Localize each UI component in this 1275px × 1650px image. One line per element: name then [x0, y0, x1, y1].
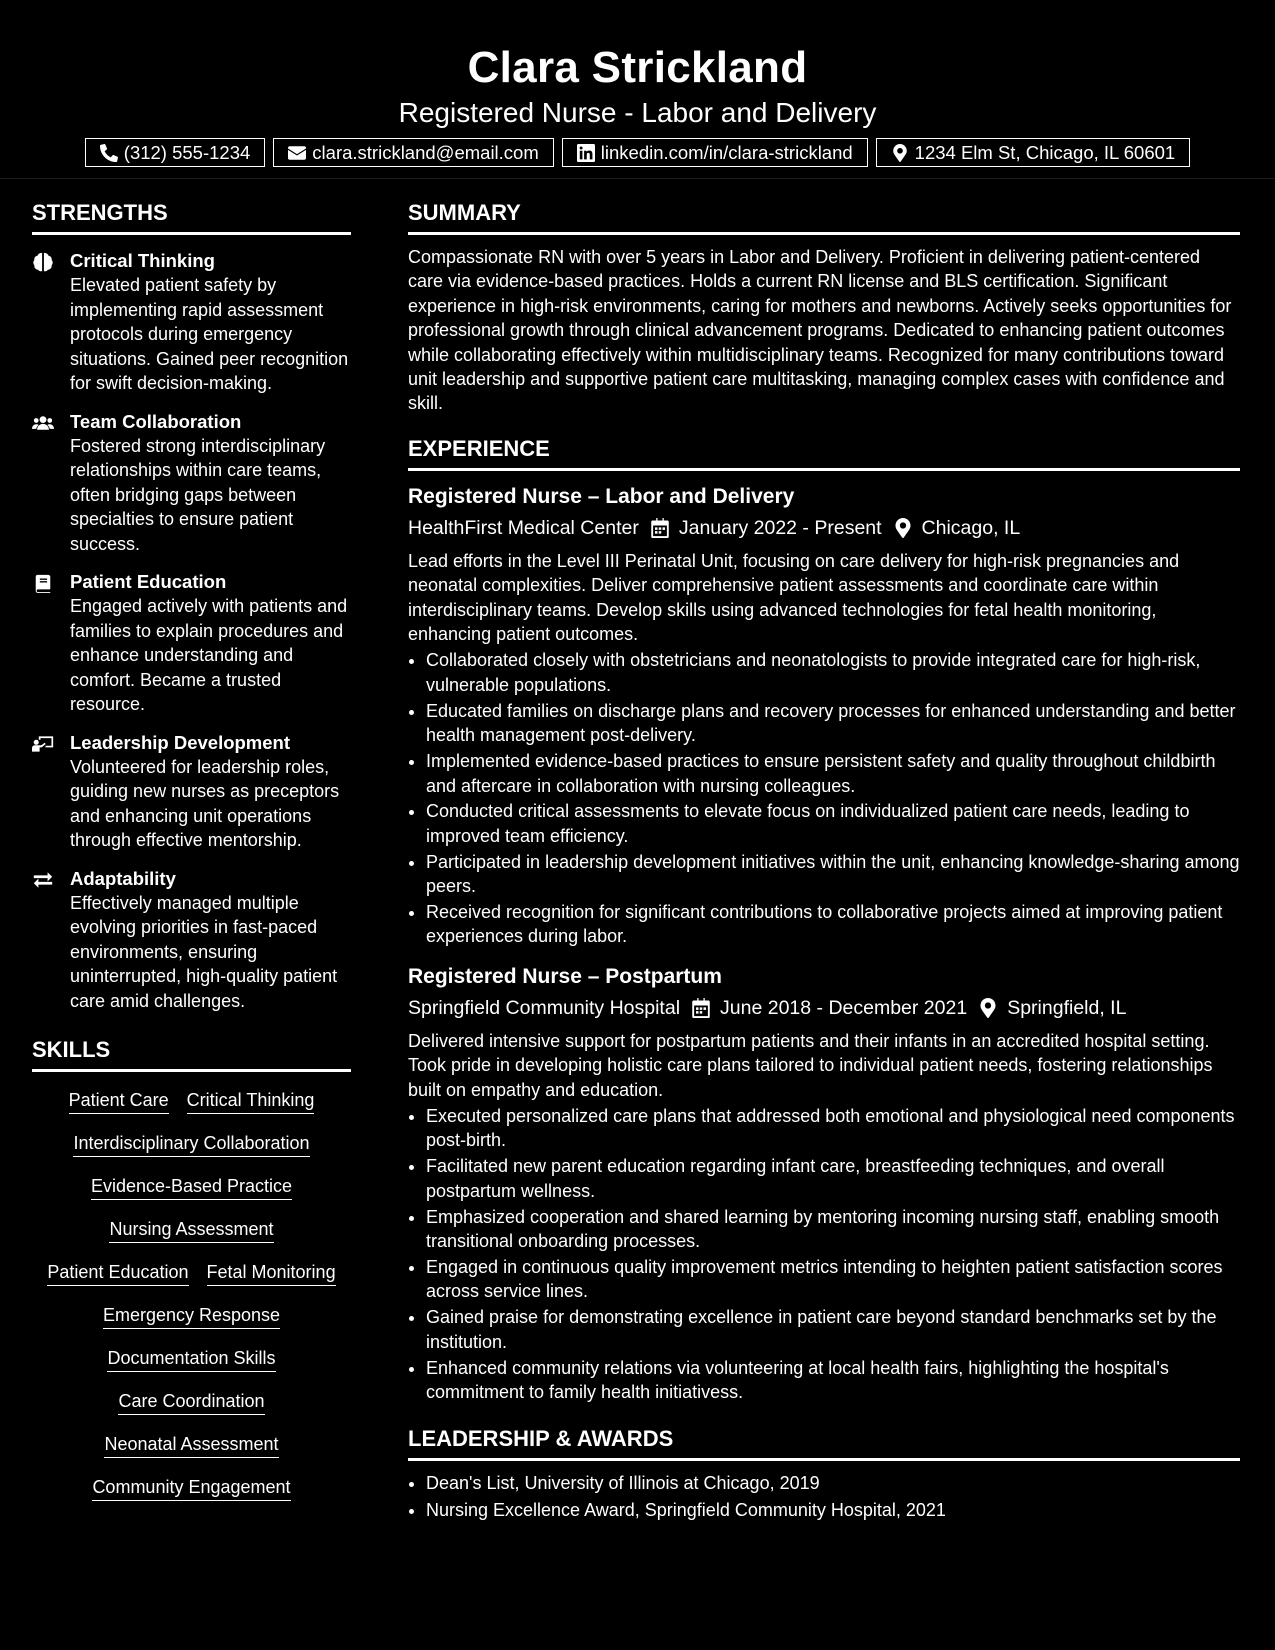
contact-linkedin[interactable] — [562, 138, 868, 167]
skill-tag: Nursing Assessment — [109, 1217, 273, 1243]
job-bullet: • Conducted critical assessments to elevate focus on individualized patient care needs, leading to improved team efficiency. — [426, 799, 1240, 848]
contact-bar — [0, 138, 1275, 167]
skill-tag: Documentation Skills — [107, 1346, 275, 1372]
skill-tag: Care Coordination — [118, 1389, 264, 1415]
contact-address-text: 1234 Elm St, Chicago, IL 60601 — [914, 141, 1176, 163]
job-bullet: • Engaged in continuous quality improvement metrics intending to heighten patient satisfaction scores across service lines. — [426, 1255, 1240, 1304]
phone-icon — [100, 144, 118, 162]
job-entry — [408, 483, 1240, 949]
candidate-name: Clara Strickland — [467, 43, 808, 92]
job-bullet: • Implemented evidence-based practices to ensure persistent safety and quality throughout childbirth and aftercare in collaboration with nursing colleagues. — [426, 749, 1240, 798]
linkedin-icon — [577, 144, 595, 162]
job-entry — [408, 963, 1240, 1405]
skills-list — [32, 1088, 351, 1501]
job-meta — [408, 513, 1240, 543]
strength-description: Engaged actively with patients and families to explain procedures and enhance understanding and comfort. Became a trusted resource. — [70, 596, 348, 714]
strength-item — [32, 570, 351, 717]
job-bullet: • Received recognition for significant contributions to collaborative projects aimed at improving patient experiences during labor. — [426, 900, 1240, 949]
strength-name: Adaptability — [70, 867, 176, 889]
job-dates: January 2022 - Present — [678, 516, 882, 539]
exchange-arrows-icon — [32, 870, 54, 890]
map-marker-icon — [979, 998, 997, 1018]
skill-tag: Fetal Monitoring — [207, 1260, 336, 1286]
calendar-icon — [692, 998, 710, 1018]
users-icon — [32, 413, 54, 433]
award-item: • Nursing Excellence Award, Springfield Community Hospital, 2021 — [426, 1498, 1240, 1522]
job-description: Delivered intensive support for postpartum patients and their infants in an accredited hospital setting. Took pride in developing holistic care plans tailored to individual patient needs, fostering relationships built on empathy and education. — [408, 1030, 1213, 1100]
job-bullet: • Participated in leadership development initiatives within the unit, enhancing knowledge-sharing among peers. — [426, 850, 1240, 899]
strength-name: Leadership Development — [70, 731, 291, 753]
award-item: • Dean's List, University of Illinois at Chicago, 2019 — [426, 1471, 1240, 1495]
job-company: HealthFirst Medical Center — [408, 516, 639, 539]
strength-name: Patient Education — [70, 571, 227, 592]
left-column — [32, 198, 351, 1501]
contact-linkedin-text: linkedin.com/in/clara-strickland — [600, 141, 853, 163]
summary-heading: SUMMARY — [408, 200, 521, 225]
experience-heading: EXPERIENCE — [408, 435, 550, 461]
contact-address[interactable] — [876, 138, 1191, 167]
job-bullet: • Enhanced community relations via volunteering at local health fairs, highlighting the hospital's commitment to family health initiativess. — [426, 1356, 1240, 1405]
section-divider — [32, 1069, 351, 1072]
contact-phone-text: (312) 555-1234 — [123, 141, 251, 163]
candidate-title: Registered Nurse - Labor and Delivery — [398, 97, 877, 128]
summary-text: Compassionate RN with over 5 years in Labor and Delivery. Proficient in delivering patient-centered care via evidence-based practices. Holds a current RN license and BLS certification. Significant experience in high-risk environments, caring for mothers and newborns. Actively seeks opportunities for professional growth through clinical advancement programs. Dedicated to enhancing patient outcomes while collaborating effectively within multidisciplinary teams. Recognized for many contributions toward unit leadership and supportive patient care multitasking, managing complex cases with confidence and skill. — [408, 247, 1232, 414]
strength-item — [32, 867, 351, 1014]
job-bullet: • Educated families on discharge plans and recovery processes for enhanced understanding and better health management post-delivery. — [426, 699, 1240, 748]
job-description: Lead efforts in the Level III Perinatal Unit, focusing on care delivery for high-risk pregnancies and neonatal complexities. Deliver comprehensive patient assessments and coordinate care within interdisciplinary teams. Develop skills using advanced technologies for fetal health monitoring, enhancing patient outcomes. — [408, 550, 1180, 645]
strengths-section — [32, 198, 351, 1013]
strength-item — [32, 731, 351, 853]
envelope-icon — [288, 144, 306, 162]
leadership-section — [408, 1424, 1240, 1522]
strength-name: Critical Thinking — [70, 250, 215, 271]
section-divider — [408, 1458, 1240, 1461]
section-divider — [408, 468, 1240, 471]
job-dates: June 2018 - December 2021 — [720, 996, 968, 1019]
strengths-heading: STRENGTHS — [32, 200, 168, 225]
chalkboard-teacher-icon — [32, 734, 54, 754]
brain-icon — [32, 252, 54, 272]
job-title: Registered Nurse – Labor and Delivery — [408, 484, 795, 508]
skill-tag: Interdisciplinary Collaboration — [73, 1131, 309, 1157]
skills-heading: SKILLS — [32, 1037, 111, 1062]
skill-tag: Patient Education — [47, 1260, 188, 1286]
job-bullets — [408, 1104, 1240, 1404]
job-location: Chicago, IL — [921, 516, 1021, 539]
strength-description: Effectively managed multiple evolving priorities in fast-paced environments, ensuring uninterrupted, high-quality patient care amid challenges. — [70, 892, 338, 1011]
map-marker-icon — [894, 518, 912, 538]
contact-email[interactable] — [273, 138, 553, 167]
summary-section — [408, 198, 1240, 416]
section-divider — [32, 232, 351, 235]
skill-tag: Emergency Response — [103, 1303, 280, 1329]
leadership-heading: LEADERSHIP & AWARDS — [408, 1426, 674, 1452]
strength-name: Team Collaboration — [70, 410, 242, 432]
skill-tag: Community Engagement — [92, 1475, 290, 1501]
map-marker-icon — [891, 144, 909, 162]
contact-phone[interactable] — [85, 138, 266, 167]
calendar-icon — [651, 518, 669, 538]
job-location: Springfield, IL — [1007, 996, 1127, 1019]
skills-section — [32, 1035, 351, 1501]
job-title: Registered Nurse – Postpartum — [408, 964, 722, 988]
resume-header — [0, 0, 1275, 179]
contact-email-text: clara.strickland@email.com — [312, 141, 539, 163]
strength-description: Fostered strong interdisciplinary relationships within care teams, often bridging gaps between specialties to ensure patient success. — [70, 435, 326, 554]
book-icon — [32, 573, 54, 593]
job-bullet: • Collaborated closely with obstetricians and neonatologists to provide integrated care for high-risk, vulnerable populations. — [426, 648, 1240, 697]
job-meta — [408, 993, 1240, 1023]
skill-tag: Evidence-Based Practice — [91, 1174, 292, 1200]
experience-section — [408, 434, 1240, 1405]
job-bullet: • Gained praise for demonstrating excellence in patient care beyond standard benchmarks set by the institution. — [426, 1305, 1240, 1354]
job-bullet: • Executed personalized care plans that addressed both emotional and physiological need components post-birth. — [426, 1104, 1240, 1153]
right-column — [408, 198, 1240, 1524]
job-company: Springfield Community Hospital — [408, 996, 681, 1019]
skill-tag: Neonatal Assessment — [104, 1432, 278, 1458]
section-divider — [408, 232, 1240, 235]
strength-item — [32, 410, 351, 557]
awards-list — [408, 1471, 1240, 1522]
strength-item — [32, 249, 351, 396]
skill-tag: Patient Care — [69, 1088, 169, 1114]
strength-description: Volunteered for leadership roles, guiding new nurses as preceptors and enhancing unit operations through effective mentorship. — [70, 756, 340, 850]
skill-tag: Critical Thinking — [187, 1088, 315, 1114]
job-bullet: • Facilitated new parent education regarding infant care, breastfeeding techniques, and overall postpartum wellness. — [426, 1154, 1240, 1203]
job-bullets — [408, 648, 1240, 948]
job-bullet: • Emphasized cooperation and shared learning by mentoring incoming nursing staff, enabling smooth transitional onboarding processes. — [426, 1205, 1240, 1254]
strength-description: Elevated patient safety by implementing rapid assessment protocols during emergency situations. Gained peer recognition for swift decision-making. — [70, 275, 349, 393]
